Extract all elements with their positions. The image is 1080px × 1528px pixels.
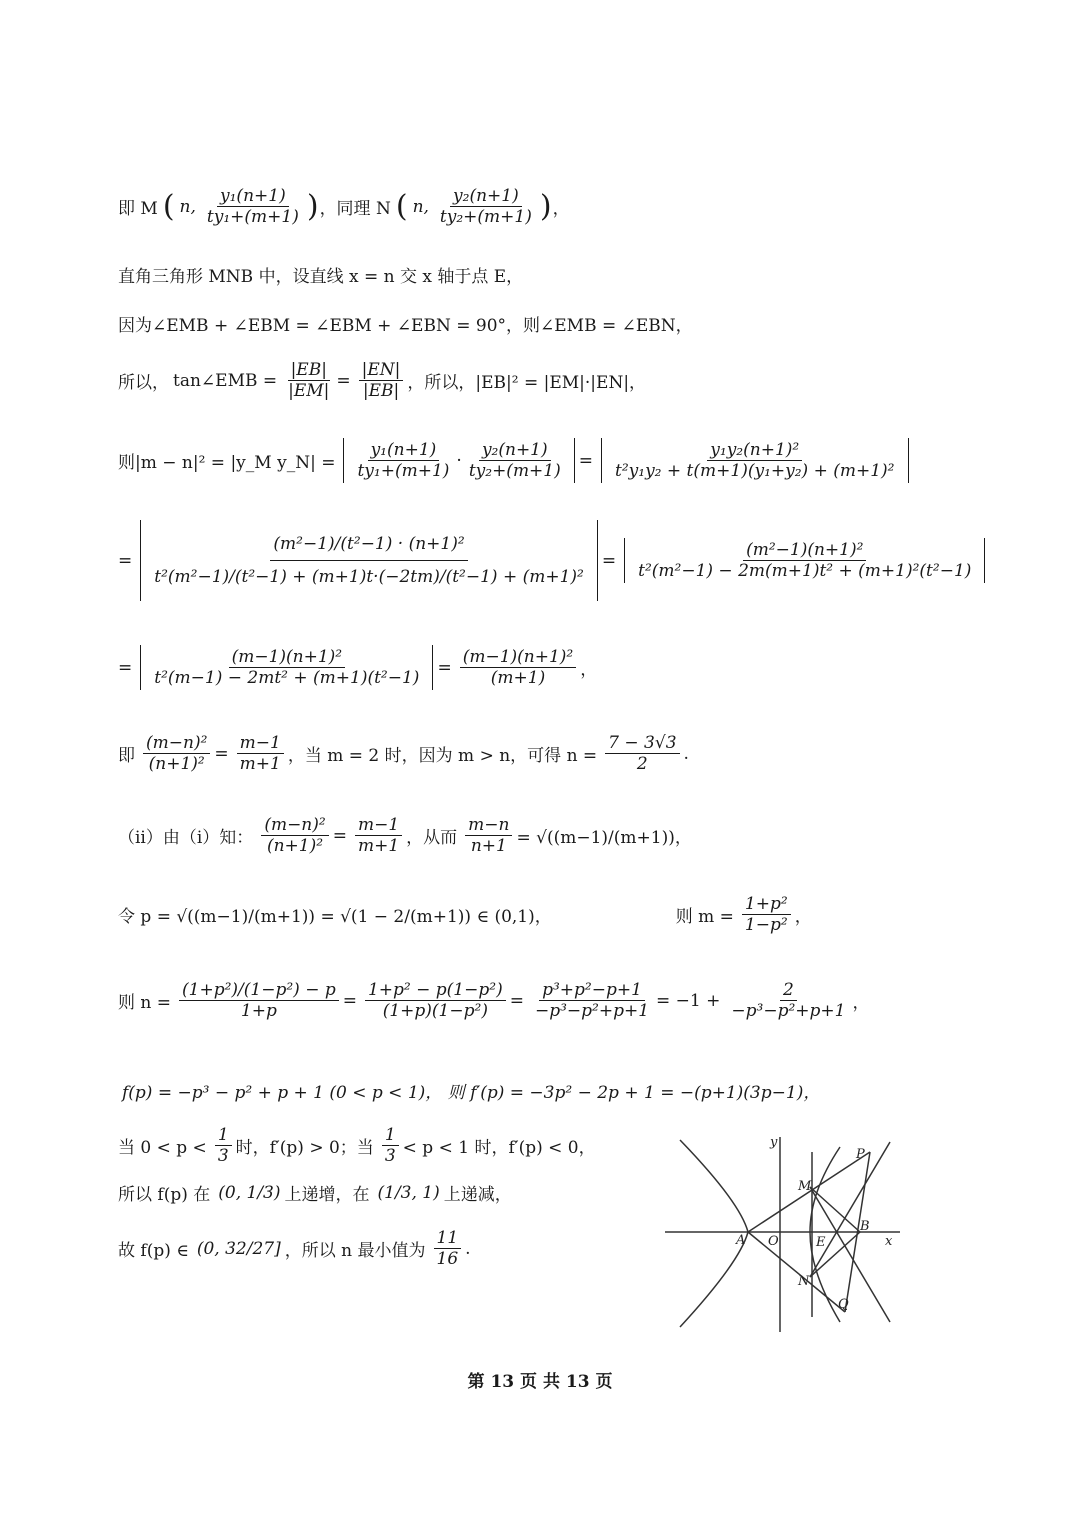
line-9: （ii）由（i）知： $\frac{\text{(m−n)²}}{\text{(n+1)²}}$ = $\frac{m-1}{m+1}$ ，从而 $\frac{m-n}{n+1}$ = √((m−1)/(m+1))， <box>118 815 692 856</box>
label-P: P <box>856 1147 865 1162</box>
absolute-value: $\frac{\text{y₁y₂(n+1)²}}{\text{t²y₁y₂ + t(m+1)(y₁+y₂) + (m+1)²}}$ <box>601 438 908 483</box>
fraction: $\frac{\text{(m−1)(n+1)²}}{(m+1)}$ <box>460 647 577 688</box>
fraction: $\frac{|EN|}{|EB|}$ <box>359 360 404 401</box>
absolute-value: $\frac{\text{y₁(n+1)}}{\text{ty₁+(m+1)}}$ · $\frac{\text{y₂(n+1)}}{\text{ty₂+(m+1)}}$ <box>343 438 574 483</box>
line-11: 则 n = $\frac{\text{(1+p²)/(1−p²) − p}}{1+p}$ = $\frac{\text{1+p² − p(1−p²)}}{\text{(1+p)(1−p²)}}$ = $\frac{\text{p³+p²−p+1}}{\text{−p³−p²+p+1}}$ = −1 + $\frac{2}{\text{−p³−p²+p+1}}$ ， <box>118 980 870 1021</box>
line-2 <box>118 262 523 287</box>
absolute-value: $\frac{\text{(m²−1)/(t²−1) · (n+1)²}}{\text{t²(m²−1)/(t²−1) + (m+1)t·(−2tm)/(t²−1) + (m+1)²}}$ <box>140 520 598 601</box>
line-14: 所以 f(p) 在 (0, 1/3) 上递增，在 (1/3, 1) 上递减， <box>118 1182 512 1205</box>
label-Q: Q <box>838 1297 849 1312</box>
fraction: $\frac{\text{y₂(n+1)}}{\text{ty₂+(m+1)}}$ <box>439 186 532 227</box>
absolute-value: $\frac{\text{(m−1)(n+1)²}}{\text{t²(m−1) − 2mt² + (m+1)(t²−1)}}$ <box>140 645 433 690</box>
line-6: = $\frac{\text{(m²−1)/(t²−1) · (n+1)²}}{\text{t²(m²−1)/(t²−1) + (m+1)t·(−2tm)/(t²−1) + (m+1)²}}$ = $\frac{\text{(m²−1)(n+1)²}}{\text{t²(m²−1) − 2m(m+1)t² + (m+1)²(t²−1)}}$ <box>118 520 989 601</box>
line-8: 即 $\frac{\text{(m−n)²}}{\text{(n+1)²}}$ = $\frac{m-1}{m+1}$ ，当 m = 2 时，因为 m > n，可得 n = $\frac{7 - 3√3}{2}$ . <box>118 733 689 774</box>
label-B: B <box>860 1219 870 1234</box>
fraction: $\frac{|EB|}{|EM|}$ <box>288 360 330 401</box>
line-3 <box>118 311 693 336</box>
page-footer: 第 13 页 共 13 页 <box>467 1372 613 1392</box>
line-10: 令 p = √((m−1)/(m+1)) = √(1 − 2/(m+1)) ∈ (0,1)， 则 m = $\frac{\text{1+p²}}{\text{1−p²}}$ ， <box>118 894 812 935</box>
line-4: 所以， tan∠EMB = $\frac{|EB|}{|EM|}$ = $\frac{|EN|}{|EB|}$ ，所以，|EB|² = |EM|·|EN|， <box>118 360 647 401</box>
math: n, <box>179 196 196 217</box>
label-A: A <box>736 1233 746 1248</box>
text: 直角三角形 MNB 中，设直线 x = n 交 x 轴于点 E， <box>118 267 524 287</box>
label-O: O <box>768 1234 779 1249</box>
label-y: y <box>770 1135 778 1150</box>
math: n, <box>412 196 429 217</box>
label-N: N <box>798 1274 810 1289</box>
line-7: = $\frac{\text{(m−1)(n+1)²}}{\text{t²(m−1) − 2mt² + (m+1)(t²−1)}}$ = $\frac{\text{(m−1)(n+1)²}}{(m+1)}$ ， <box>118 647 598 688</box>
line-12: f(p) = −p³ − p² + p + 1 (0 < p < 1)， 则 f′(p) = −3p² − 2p + 1 = −(p+1)(3p−1)， <box>122 1083 821 1103</box>
label-x: x <box>885 1234 893 1249</box>
hyperbola-diagram <box>660 1132 910 1342</box>
text: 即 M <box>118 199 158 219</box>
label-E: E <box>816 1235 826 1250</box>
line-1: 即 M ( n, $\frac{\text{y₁(n+1)}}{\text{ty₁+(m+1)}}$ ) ，同理 N ( n, $\frac{\text{y₂(n+1)}}{\text{ty₂+(m+1)}}$ ) ， <box>118 186 570 227</box>
fraction: $\frac{\text{y₁(n+1)}}{\text{ty₁+(m+1)}}$ <box>206 186 299 227</box>
text: ，同理 N <box>319 199 391 219</box>
line-15: 故 f(p) ∈ (0, 32/27] ，所以 n 最小值为 $\frac{11}{16}$ . <box>118 1228 471 1269</box>
text: 因为∠EMB + ∠EBM = ∠EBM + ∠EBN = 90°，则∠EMB = ∠EBN， <box>118 316 693 336</box>
absolute-value: $\frac{\text{(m²−1)(n+1)²}}{\text{t²(m²−1) − 2m(m+1)t² + (m+1)²(t²−1)}}$ <box>624 538 985 583</box>
line-5: 则|m − n|² = |y_M y_N| = $\frac{\text{y₁(n+1)}}{\text{ty₁+(m+1)}}$ · $\frac{\text{y₂(n+1)}}{\text{ty₂+(m+1)}}$ = $\frac{\text{y₁y₂(n+1)²}}{\text{t²y₁y₂ + t(m+1)(y₁+y₂) + (m+1)²}}$ <box>118 438 913 483</box>
label-M: M <box>798 1179 812 1194</box>
line-13: 当 0 < p < $\frac{1}{3}$ 时，f′(p) > 0；当 $\frac{1}{3}$ < p < 1 时，f′(p) < 0， <box>118 1125 596 1166</box>
